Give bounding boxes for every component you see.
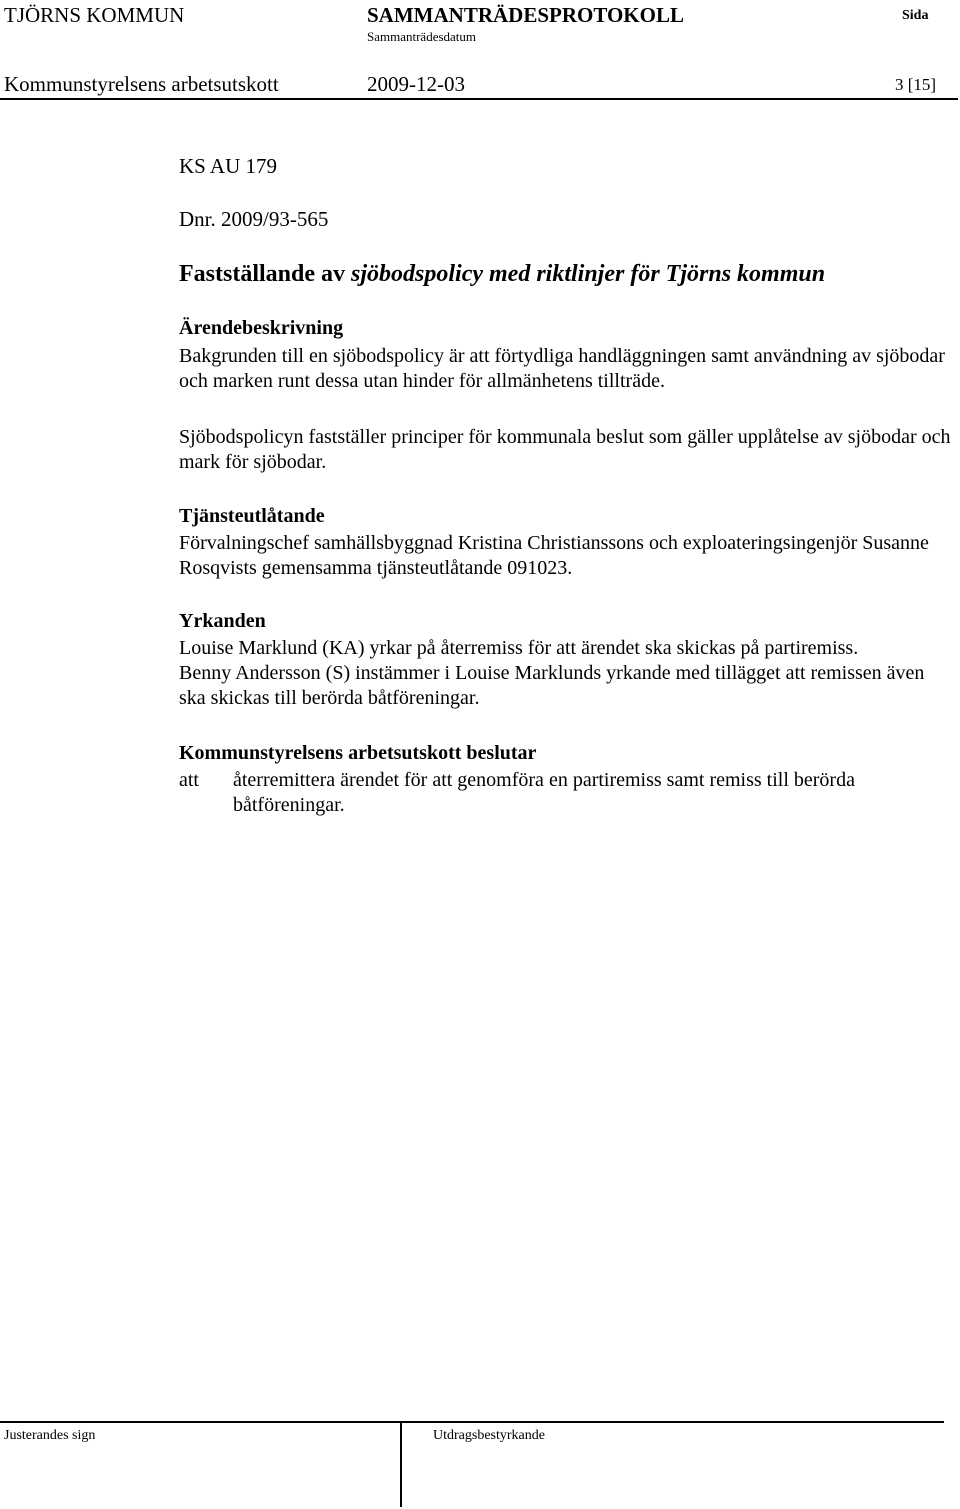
page-number: 3 [15]: [895, 75, 937, 94]
meeting-date: 2009-12-03: [367, 72, 465, 96]
footer-column-divider: [400, 1421, 402, 1507]
item-title-prefix: Fastställande av: [179, 261, 352, 287]
case-description-paragraph: Bakgrunden till en sjöbodspolicy är att förtydliga handläggningen samt användning av sjöbodar och marken runt dessa utan hinder för allmänhetens tillträde.: [179, 345, 945, 392]
document-type: SAMMANTRÄDESPROTOKOLL: [367, 3, 684, 27]
adjuster-signature-label: Justerandes sign: [4, 1428, 96, 1443]
case-description-heading: Ärendebeskrivning: [179, 317, 344, 339]
motions-heading: Yrkanden: [179, 610, 266, 632]
item-title-italic: sjöbodspolicy med riktlinjer för Tjörns kommun: [351, 261, 826, 287]
header-divider: [0, 98, 958, 100]
motions-paragraph: Benny Andersson (S) instämmer i Louise Marklunds yrkande med tillägget att remissen även ska skickas till berörda båtföreningar.: [179, 662, 925, 709]
footer-divider: [0, 1421, 944, 1423]
case-description-paragraph: Sjöbodspolicyn fastställer principer för kommunala beslut som gäller upplåtelse av sjöbodar och mark för sjöbodar.: [179, 426, 951, 473]
section-id: KS AU 179: [179, 154, 278, 178]
municipality-name: TJÖRNS KOMMUN: [4, 3, 185, 27]
page-label: Sida: [902, 8, 929, 23]
decision-att-keyword: att: [179, 769, 199, 791]
item-title: [179, 261, 825, 288]
extract-certification-label: Utdragsbestyrkande: [433, 1428, 545, 1443]
decision-text: återremittera ärendet för att genomföra en partiremiss samt remiss till berörda båtföreningar.: [233, 769, 855, 816]
case-number: Dnr. 2009/93-565: [179, 207, 329, 231]
motions-paragraph: Louise Marklund (KA) yrkar på återremiss för att ärendet ska skickas på partiremiss.: [179, 637, 859, 659]
meeting-date-label: Sammanträdesdatum: [367, 29, 477, 44]
official-statement-heading: Tjänsteutlåtande: [179, 505, 325, 527]
official-statement-paragraph: Förvalningschef samhällsbyggnad Kristina Christianssons och exploateringsingenjör Susanne Rosqvists gemensamma tjänsteutlåtande 091023.: [179, 532, 929, 579]
committee-name: Kommunstyrelsens arbetsutskott: [4, 72, 279, 96]
decision-heading: Kommunstyrelsens arbetsutskott beslutar: [179, 742, 537, 764]
